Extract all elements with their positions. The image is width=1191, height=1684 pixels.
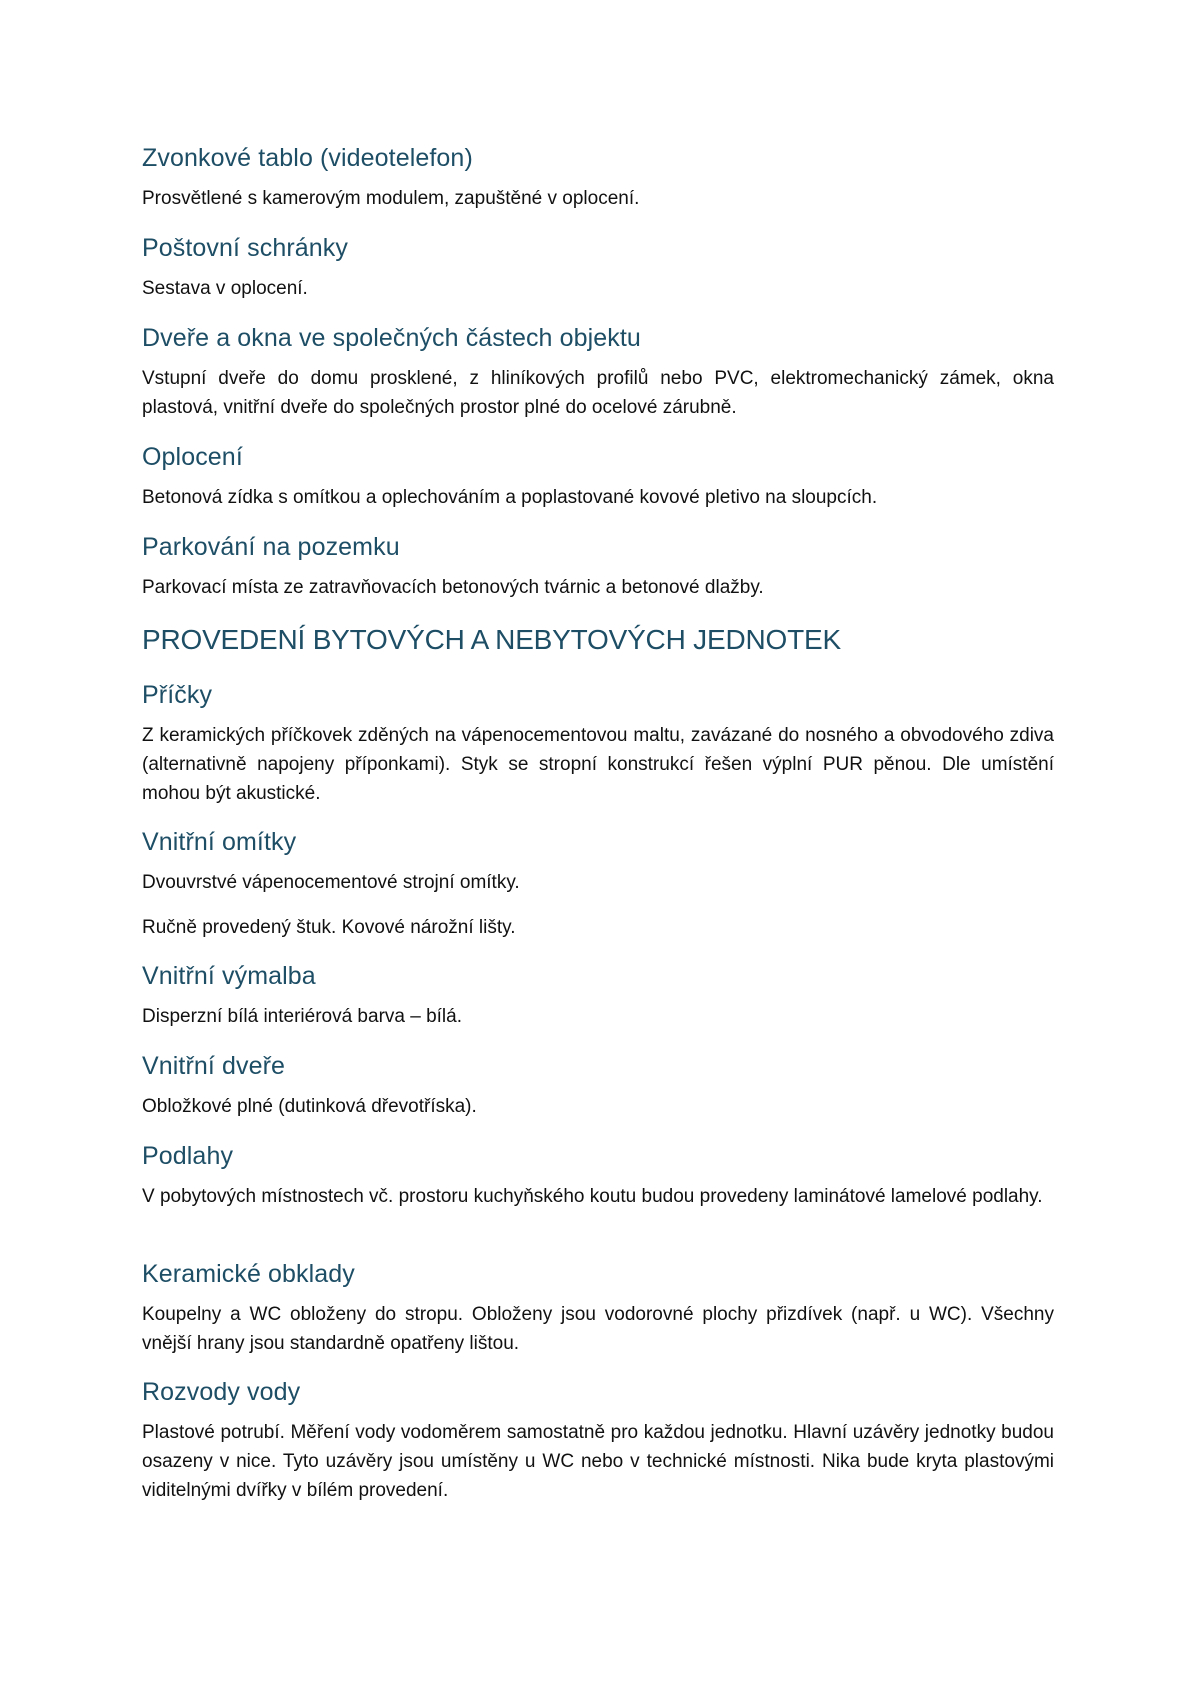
section-fencing (142, 442, 1054, 512)
section-paragraph: Betonová zídka s omítkou a oplechováním a poplastované kovové pletivo na sloupcích. (142, 487, 878, 508)
section-heading: Poštovní schránky (142, 234, 348, 262)
section-heading: Vnitřní dveře (142, 1052, 286, 1080)
section-paragraph: Plastové potrubí. Měření vody vodoměrem samostatně pro každou jednotku. Hlavní uzávěry jednotky budou osazeny v nice. Tyto uzávěry jsou umístěny u WC nebo v technické místnosti. Nika bude kryta plastovými viditelnými dvířky v bílém provedení. (142, 1422, 1054, 1501)
section-doors-windows (142, 323, 1054, 422)
section-paragraph: Parkovací místa ze zatravňovacích betonových tvárnic a betonové dlažby. (142, 577, 764, 598)
subsection-floors (142, 1141, 1054, 1211)
subsection-interior-plaster (142, 827, 1054, 942)
section-paragraph: Disperzní bílá interiérová barva – bílá. (142, 1006, 462, 1027)
section-paragraph: Z keramických příčkovek zděných na vápenocementovou maltu, zavázané do nosného a obvodového zdiva (alternativně napojeny příponkami). Styk se stropní konstrukcí řešen výplní PUR pěnou. Dle umístění mohou být akustické. (142, 725, 1054, 804)
section-paragraph: Koupelny a WC obloženy do stropu. Obloženy jsou vodorovné plochy přizdívek (např. u WC). Všechny vnější hrany jsou standardně opatřeny lištou. (142, 1304, 1054, 1354)
section-parking (142, 532, 1054, 602)
section-heading: Rozvody vody (142, 1378, 301, 1406)
section-paragraph: Prosvětlené s kamerovým modulem, zapuštěné v oplocení. (142, 188, 640, 209)
section-paragraph: Ručně provedený štuk. Kovové nárožní lišty. (142, 917, 516, 938)
section-heading: Dveře a okna ve společných částech objektu (142, 324, 641, 352)
section-mailboxes (142, 233, 1054, 303)
section-heading: Keramické obklady (142, 1260, 355, 1288)
section-heading: Vnitřní výmalba (142, 962, 316, 990)
subsection-partitions (142, 680, 1054, 808)
main-heading-block (142, 623, 1054, 657)
section-doorbell (142, 143, 1054, 213)
section-heading: Podlahy (142, 1142, 234, 1170)
subsection-interior-doors (142, 1051, 1054, 1121)
subsection-water-distribution (142, 1377, 1054, 1505)
subsection-interior-painting (142, 961, 1054, 1031)
section-heading: Oplocení (142, 443, 243, 471)
subsection-ceramic-tiling (142, 1259, 1054, 1358)
section-heading: Příčky (142, 681, 213, 709)
section-heading: Vnitřní omítky (142, 828, 297, 856)
section-paragraph: Dvouvrstvé vápenocementové strojní omítky. (142, 872, 520, 893)
section-heading: Zvonkové tablo (videotelefon) (142, 144, 473, 172)
main-heading: PROVEDENÍ BYTOVÝCH A NEBYTOVÝCH JEDNOTEK (142, 624, 841, 655)
section-heading: Parkování na pozemku (142, 533, 400, 561)
section-paragraph: Obložkové plné (dutinková dřevotříska). (142, 1096, 477, 1117)
section-paragraph: Vstupní dveře do domu prosklené, z hliníkových profilů nebo PVC, elektromechanický zámek, okna plastová, vnitřní dveře do společných prostor plné do ocelové zárubně. (142, 368, 1054, 418)
section-paragraph: Sestava v oplocení. (142, 278, 308, 299)
section-paragraph: V pobytových místnostech vč. prostoru kuchyňského koutu budou provedeny laminátové lamelové podlahy. (142, 1186, 1043, 1207)
